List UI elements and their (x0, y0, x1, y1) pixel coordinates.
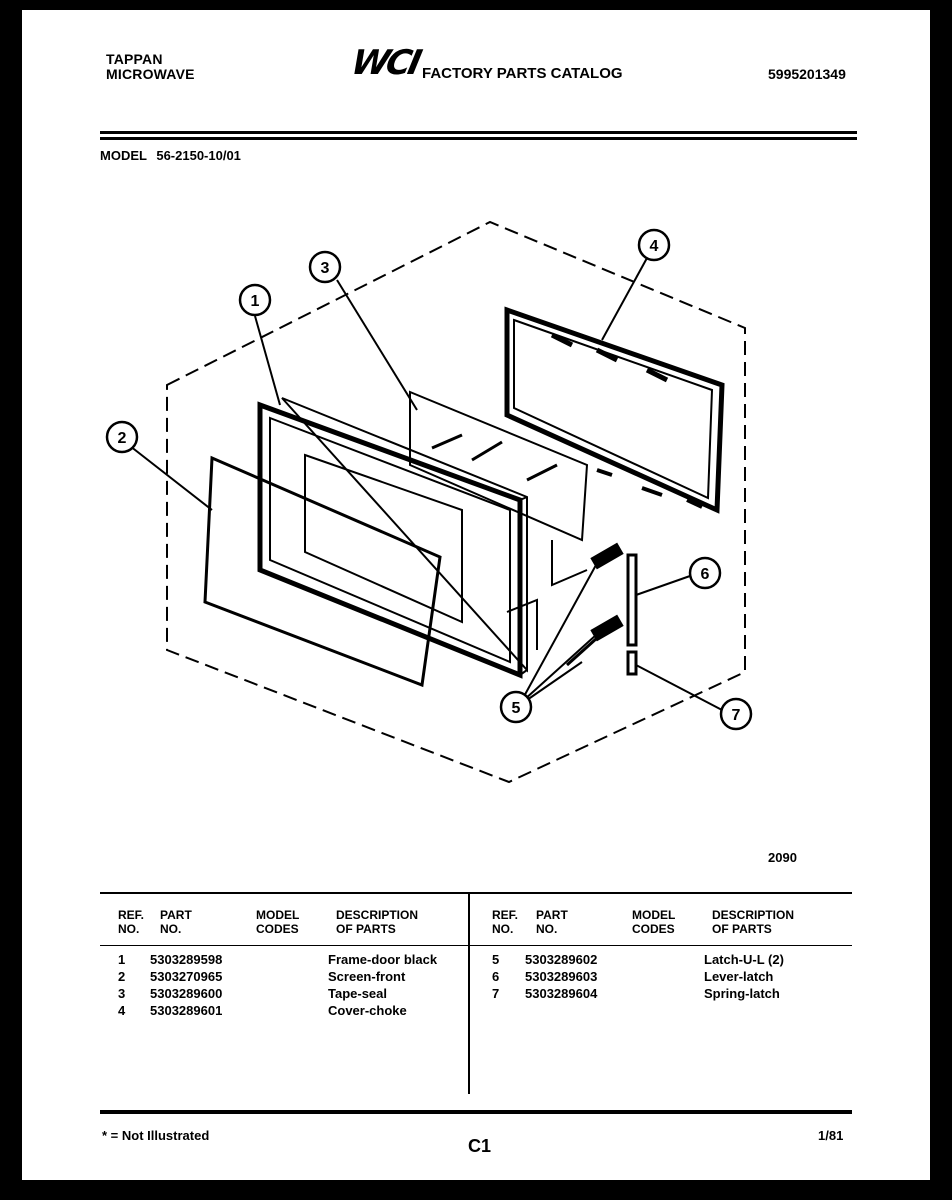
front-screen-part (205, 458, 440, 685)
header-ref-no-left: REF. NO. (118, 908, 145, 936)
catalog-title: FACTORY PARTS CATALOG (422, 65, 623, 82)
exploded-diagram (22, 10, 930, 870)
ref-cell: 4 (118, 1003, 126, 1018)
callout-5-label: 5 (511, 700, 521, 717)
header-description-right: DESCRIPTION OF PARTS (712, 908, 795, 936)
callout-4 (639, 230, 669, 260)
callout-7-label: 7 (731, 707, 741, 724)
desc-cell: Lever-latch (704, 969, 774, 984)
brand-name: TAPPAN (106, 51, 163, 67)
header-ref-no-right: REF. NO. (492, 908, 519, 936)
desc-cell: Tape-seal (328, 986, 388, 1001)
tape-seal-part (410, 392, 587, 540)
figure-number: 2090 (768, 850, 797, 865)
part-cell: 5303289604 (525, 986, 598, 1001)
model-label: MODEL (100, 148, 147, 163)
callout-1 (240, 285, 270, 315)
table-header-rule-left (100, 945, 468, 946)
ref-cell: 7 (492, 986, 500, 1001)
part-cell: 5303289602 (525, 952, 598, 967)
callout-6-label: 6 (700, 566, 710, 583)
desc-cell: Frame-door black (328, 952, 438, 967)
spring-latch-part (628, 652, 636, 674)
callout-2-label: 2 (117, 430, 127, 447)
catalog-number: 5995201349 (768, 66, 846, 82)
table-header-rule-right (470, 945, 852, 946)
catalog-page (22, 10, 930, 1180)
desc-cell: Cover-choke (328, 1003, 407, 1018)
page-number: C1 (468, 1136, 492, 1156)
lever-latch-part (628, 555, 636, 645)
wci-logo: WCI (347, 43, 423, 83)
desc-cell: Spring-latch (704, 986, 780, 1001)
header-model-codes-right: MODEL CODES (632, 908, 676, 936)
callout-3-label: 3 (320, 260, 330, 277)
ref-cell: 3 (118, 986, 126, 1001)
part-cell: 5303270965 (150, 969, 223, 984)
callout-3 (310, 252, 340, 282)
callout-5 (501, 692, 531, 722)
callout-2 (107, 422, 137, 452)
part-cell: 5303289603 (525, 969, 598, 984)
table-top-rule (100, 892, 852, 894)
callout-7 (721, 699, 751, 729)
header-part-no-left: PART NO. (160, 908, 192, 936)
desc-cell: Screen-front (328, 969, 406, 984)
callout-1-label: 1 (250, 293, 260, 310)
ref-cell: 2 (118, 969, 126, 984)
footer-rule (100, 1110, 852, 1114)
not-illustrated-note: * = Not Illustrated (102, 1128, 210, 1143)
ref-cell: 1 (118, 952, 126, 967)
callout-6 (690, 558, 720, 588)
header-model-codes-left: MODEL CODES (256, 908, 300, 936)
desc-cell: Latch-U-L (2) (704, 952, 784, 967)
model-number: 56-2150-10/01 (156, 148, 241, 163)
table-center-divider (468, 894, 470, 1094)
product-name: MICROWAVE (106, 66, 195, 82)
callout-4-label: 4 (649, 238, 659, 255)
part-cell: 5303289598 (150, 952, 223, 967)
header-description-left: DESCRIPTION OF PARTS (336, 908, 419, 936)
header-part-no-right: PART NO. (536, 908, 568, 936)
ref-cell: 6 (492, 969, 500, 984)
part-cell: 5303289600 (150, 986, 223, 1001)
part-cell: 5303289601 (150, 1003, 223, 1018)
catalog-date: 1/81 (818, 1128, 844, 1143)
choke-cover-part (507, 310, 722, 510)
ref-cell: 5 (492, 952, 500, 967)
leader-lines (130, 258, 722, 710)
